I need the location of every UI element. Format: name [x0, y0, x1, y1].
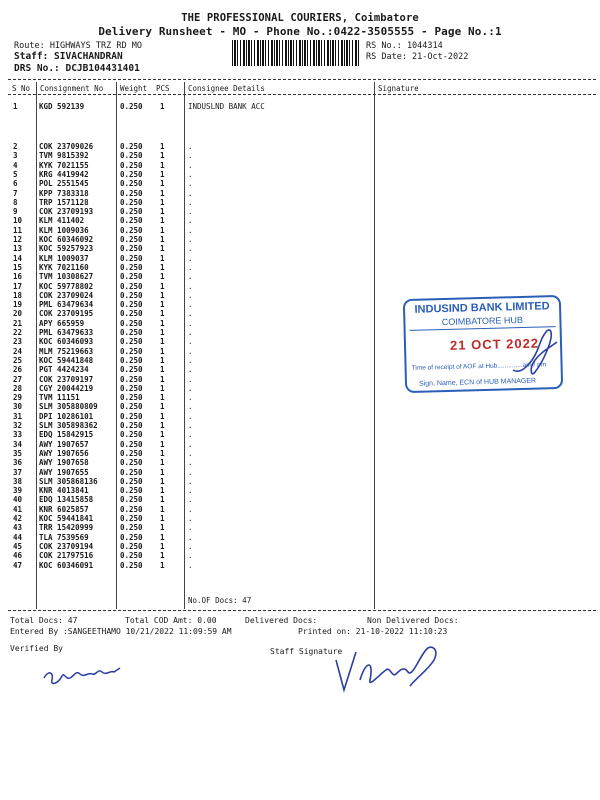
row-pcs: 1	[160, 486, 165, 496]
row-consignee-details: .	[188, 374, 193, 384]
row-consignment-no: CGY 20044219	[39, 383, 94, 393]
row-weight: 0.250	[120, 253, 143, 263]
col-header-consignment: Consignment No	[40, 84, 104, 93]
row-pcs: 1	[160, 244, 165, 254]
row-sno: 44	[13, 532, 23, 542]
row-consignment-no: KLM 411402	[39, 216, 85, 226]
row-weight: 0.250	[120, 346, 143, 356]
row-consignment-no: KGD 592139	[39, 102, 85, 111]
row-weight: 0.250	[120, 235, 143, 244]
row-sno: 4	[13, 160, 18, 170]
row-consignee-details: .	[188, 337, 193, 347]
table-header-rule	[8, 94, 596, 95]
row-weight: 0.250	[120, 448, 143, 458]
row-weight: 0.250	[120, 102, 143, 111]
stamp-date: 21 OCT 2022	[449, 335, 540, 353]
row-consignee-details: .	[188, 402, 193, 412]
rs-number: RS No.: 1044314	[366, 41, 443, 51]
row-pcs: 1	[160, 225, 165, 235]
row-pcs: 1	[160, 532, 165, 542]
row-weight: 0.250	[120, 393, 143, 403]
row-consignee-details: .	[188, 448, 193, 458]
row-consignment-no: APY 665959	[39, 318, 85, 328]
row-weight: 0.250	[120, 151, 143, 161]
row-weight: 0.250	[120, 495, 143, 505]
row-consignment-no: COK 23709194	[39, 541, 94, 551]
row-consignee-details: .	[188, 393, 193, 403]
row-weight: 0.250	[120, 458, 143, 468]
row-pcs: 1	[160, 383, 165, 393]
row-pcs: 1	[160, 151, 165, 161]
row-consignment-no: MLM 75219663	[39, 346, 94, 356]
row-consignment-no: EDQ 15842915	[39, 430, 94, 440]
row-consignment-no: KOC 59257923	[39, 244, 94, 254]
row-consignee-details: .	[188, 309, 193, 319]
row-consignee-details: .	[188, 486, 193, 496]
row-pcs: 1	[160, 439, 165, 449]
row-sno: 40	[13, 495, 23, 505]
delivered-docs: Delivered Docs:	[245, 616, 318, 625]
row-sno: 37	[13, 467, 23, 477]
row-consignment-no: COK 23709193	[39, 207, 94, 217]
row-pcs: 1	[160, 411, 165, 421]
barcode	[232, 40, 360, 66]
row-sno: 21	[13, 318, 23, 328]
row-sno: 45	[13, 541, 23, 551]
row-consignee-details: .	[188, 169, 193, 179]
row-consignee-details: .	[188, 244, 193, 254]
row-weight: 0.250	[120, 523, 143, 533]
row-consignee-details: .	[188, 421, 193, 430]
row-sno: 41	[13, 504, 23, 514]
row-consignment-no: EDQ 13415858	[39, 495, 94, 505]
row-consignee-details: .	[188, 262, 193, 272]
row-pcs: 1	[160, 421, 165, 430]
entered-by: Entered By :SANGEETHAMO 10/21/2022 11:09:59 AM	[10, 627, 232, 636]
row-weight: 0.250	[120, 486, 143, 496]
row-weight: 0.250	[120, 476, 143, 486]
row-sno: 25	[13, 355, 23, 365]
row-weight: 0.250	[120, 504, 143, 514]
row-weight: 0.250	[120, 244, 143, 254]
row-sno: 5	[13, 169, 18, 179]
row-sno: 27	[13, 374, 23, 384]
row-consignment-no: TVM 11151	[39, 393, 80, 403]
row-consignee-details: .	[188, 439, 193, 449]
row-consignee-details: .	[188, 281, 193, 291]
row-consignee-details: INDUSLND BANK ACC	[188, 102, 265, 111]
row-pcs: 1	[160, 262, 165, 272]
row-consignee-details: .	[188, 458, 193, 468]
verified-by-label: Verified By	[10, 644, 63, 653]
row-consignment-no: KOC 60346091	[39, 560, 94, 570]
drs-number: DRS No.: DCJB104431401	[14, 63, 140, 74]
row-pcs: 1	[160, 281, 165, 291]
row-sno: 39	[13, 486, 23, 496]
row-consignment-no: AWY 1907655	[39, 467, 89, 477]
row-pcs: 1	[160, 142, 165, 151]
row-sno: 3	[13, 151, 18, 161]
total-cod: Total COD Amt: 0.00	[125, 616, 217, 625]
staff-signature-label: Staff Signature	[270, 647, 343, 656]
col-header-details: Consignee Details	[188, 84, 265, 93]
row-sno: 32	[13, 421, 23, 430]
row-weight: 0.250	[120, 411, 143, 421]
row-consignment-no: KYK 7021160	[39, 262, 89, 272]
row-sno: 36	[13, 458, 23, 468]
col-header-signature: Signature	[378, 84, 419, 93]
row-consignee-details: .	[188, 532, 193, 542]
row-sno: 10	[13, 216, 23, 226]
row-pcs: 1	[160, 309, 165, 319]
row-pcs: 1	[160, 374, 165, 384]
row-pcs: 1	[160, 476, 165, 486]
staff-label: Staff: SIVACHANDRAN	[14, 51, 123, 62]
col-header-sno: S No	[12, 84, 31, 93]
row-weight: 0.250	[120, 300, 143, 310]
row-pcs: 1	[160, 216, 165, 226]
row-consignee-details: .	[188, 216, 193, 226]
row-weight: 0.250	[120, 207, 143, 217]
row-sno: 46	[13, 551, 23, 561]
row-consignment-no: COK 23709195	[39, 309, 94, 319]
row-pcs: 1	[160, 235, 165, 244]
row-consignment-no: AWY 1907657	[39, 439, 89, 449]
stamp-receipt-time: Time of receipt of AOF at Hub..............am / pm	[411, 361, 547, 372]
row-consignment-no: KOC 60346093	[39, 337, 94, 347]
row-consignee-details: .	[188, 188, 193, 198]
total-docs: Total Docs: 47	[10, 616, 78, 625]
row-sno: 7	[13, 188, 18, 198]
row-consignee-details: .	[188, 225, 193, 235]
row-pcs: 1	[160, 504, 165, 514]
row-consignment-no: KNR 6025857	[39, 504, 89, 514]
row-consignment-no: COK 23709024	[39, 290, 94, 300]
row-consignment-no: KOC 59441841	[39, 514, 94, 523]
row-sno: 8	[13, 197, 18, 207]
row-consignee-details: .	[188, 235, 193, 244]
row-consignee-details: .	[188, 300, 193, 310]
row-consignee-details: .	[188, 467, 193, 477]
row-weight: 0.250	[120, 383, 143, 393]
row-sno: 9	[13, 207, 18, 217]
row-pcs: 1	[160, 467, 165, 477]
row-weight: 0.250	[120, 560, 143, 570]
stamp-sign-line: Sign, Name, ECN of HUB MANAGER	[418, 377, 537, 388]
row-sno: 29	[13, 393, 23, 403]
company-title: THE PROFESSIONAL COURIERS, Coimbatore	[181, 12, 419, 24]
row-sno: 15	[13, 262, 23, 272]
row-weight: 0.250	[120, 188, 143, 198]
verifier-signature	[40, 650, 140, 690]
row-sno: 22	[13, 328, 23, 337]
row-consignee-details: .	[188, 142, 193, 151]
row-consignee-details: .	[188, 151, 193, 161]
row-consignee-details: .	[188, 272, 193, 282]
col-header-weight: Weight	[120, 84, 148, 93]
row-consignment-no: SLM 305898362	[39, 421, 98, 430]
row-pcs: 1	[160, 541, 165, 551]
row-sno: 18	[13, 290, 23, 300]
row-consignment-no: KNR 4013841	[39, 486, 89, 496]
row-consignment-no: PML 63479633	[39, 328, 94, 337]
row-consignee-details: .	[188, 365, 193, 375]
row-pcs: 1	[160, 551, 165, 561]
col-header-pcs: PCS	[156, 84, 170, 93]
row-sno: 24	[13, 346, 23, 356]
row-weight: 0.250	[120, 290, 143, 300]
row-consignee-details: .	[188, 514, 193, 523]
runsheet-title: Delivery Runsheet - MO - Phone No.:0422-3505555 - Page No.:1	[98, 25, 502, 38]
row-pcs: 1	[160, 328, 165, 337]
row-sno: 30	[13, 402, 23, 412]
row-weight: 0.250	[120, 365, 143, 375]
row-pcs: 1	[160, 197, 165, 207]
row-weight: 0.250	[120, 402, 143, 412]
route-label: Route: HIGHWAYS TRZ RD MO	[14, 41, 142, 51]
table-row	[0, 561, 600, 571]
row-consignee-details: .	[188, 318, 193, 328]
row-pcs: 1	[160, 448, 165, 458]
row-pcs: 1	[160, 346, 165, 356]
row-pcs: 1	[160, 495, 165, 505]
row-weight: 0.250	[120, 421, 143, 430]
row-weight: 0.250	[120, 355, 143, 365]
row-pcs: 1	[160, 514, 165, 523]
row-sno: 17	[13, 281, 23, 291]
row-weight: 0.250	[120, 179, 143, 189]
row-pcs: 1	[160, 102, 165, 111]
row-sno: 13	[13, 244, 23, 254]
stamp-bank-name: INDUSIND BANK LIMITED	[414, 300, 550, 316]
row-weight: 0.250	[120, 142, 143, 151]
row-weight: 0.250	[120, 309, 143, 319]
row-consignment-no: PGT 4424234	[39, 365, 89, 375]
stamp-signature	[505, 318, 565, 388]
row-consignment-no: TRR 15420999	[39, 523, 94, 533]
row-pcs: 1	[160, 272, 165, 282]
row-consignment-no: TRP 1571128	[39, 197, 89, 207]
row-consignee-details: .	[188, 160, 193, 170]
row-pcs: 1	[160, 290, 165, 300]
row-sno: 14	[13, 253, 23, 263]
rs-date: RS Date: 21-Oct-2022	[366, 52, 469, 62]
row-pcs: 1	[160, 355, 165, 365]
row-weight: 0.250	[120, 374, 143, 384]
row-weight: 0.250	[120, 197, 143, 207]
row-sno: 11	[13, 225, 23, 235]
row-pcs: 1	[160, 560, 165, 570]
row-consignee-details: .	[188, 197, 193, 207]
row-consignment-no: TLA 7539569	[39, 532, 89, 542]
row-sno: 2	[13, 142, 18, 151]
row-pcs: 1	[160, 402, 165, 412]
row-consignment-no: SLM 305880809	[39, 402, 98, 412]
non-delivered-docs: Non Delivered Docs:	[367, 616, 459, 625]
table-top-rule	[8, 79, 596, 80]
row-consignment-no: KRG 4419942	[39, 169, 89, 179]
row-pcs: 1	[160, 207, 165, 217]
row-consignment-no: KLM 1009037	[39, 253, 89, 263]
row-consignment-no: KOC 59441848	[39, 355, 94, 365]
row-pcs: 1	[160, 179, 165, 189]
row-consignee-details: .	[188, 328, 193, 337]
row-sno: 6	[13, 179, 18, 189]
stamp-hub: COIMBATORE HUB	[441, 314, 524, 328]
row-consignment-no: KYK 7021155	[39, 160, 89, 170]
printed-on: Printed on: 21-10-2022 11:10:23	[298, 627, 448, 636]
row-sno: 23	[13, 337, 23, 347]
row-sno: 26	[13, 365, 23, 375]
row-weight: 0.250	[120, 467, 143, 477]
row-consignee-details: .	[188, 560, 193, 570]
row-pcs: 1	[160, 188, 165, 198]
row-sno: 47	[13, 560, 23, 570]
row-consignee-details: .	[188, 495, 193, 505]
row-pcs: 1	[160, 430, 165, 440]
row-weight: 0.250	[120, 281, 143, 291]
row-consignee-details: .	[188, 253, 193, 263]
row-pcs: 1	[160, 253, 165, 263]
row-pcs: 1	[160, 160, 165, 170]
row-sno: 43	[13, 523, 23, 533]
row-consignment-no: COK 23709026	[39, 142, 94, 151]
row-sno: 19	[13, 300, 23, 310]
row-consignment-no: KOC 60346092	[39, 235, 94, 244]
row-weight: 0.250	[120, 514, 143, 523]
row-consignment-no: KPP 7383318	[39, 188, 89, 198]
row-pcs: 1	[160, 337, 165, 347]
no-of-docs: No.OF Docs: 47	[188, 596, 252, 605]
row-consignment-no: PML 63479634	[39, 300, 94, 310]
row-pcs: 1	[160, 458, 165, 468]
table-bottom-rule	[8, 610, 596, 611]
row-consignee-details: .	[188, 383, 193, 393]
row-weight: 0.250	[120, 541, 143, 551]
row-consignment-no: TVM 10308627	[39, 272, 94, 282]
row-pcs: 1	[160, 523, 165, 533]
staff-signature	[330, 630, 450, 700]
row-weight: 0.250	[120, 337, 143, 347]
row-consignment-no: COK 21797516	[39, 551, 94, 561]
row-consignment-no: POL 2551545	[39, 179, 89, 189]
row-consignment-no: AWY 1907658	[39, 458, 89, 468]
row-weight: 0.250	[120, 551, 143, 561]
row-consignee-details: .	[188, 523, 193, 533]
row-pcs: 1	[160, 365, 165, 375]
row-consignment-no: DPI 10286101	[39, 411, 94, 421]
row-consignee-details: .	[188, 179, 193, 189]
row-sno: 1	[13, 102, 18, 111]
row-weight: 0.250	[120, 430, 143, 440]
row-consignee-details: .	[188, 504, 193, 514]
row-sno: 34	[13, 439, 23, 449]
row-sno: 16	[13, 272, 23, 282]
row-consignee-details: .	[188, 290, 193, 300]
row-weight: 0.250	[120, 225, 143, 235]
row-consignee-details: .	[188, 541, 193, 551]
row-consignee-details: .	[188, 551, 193, 561]
row-pcs: 1	[160, 318, 165, 328]
row-sno: 42	[13, 514, 23, 523]
row-consignment-no: TVM 9815392	[39, 151, 89, 161]
table-row	[0, 102, 600, 112]
row-weight: 0.250	[120, 532, 143, 542]
row-weight: 0.250	[120, 318, 143, 328]
row-weight: 0.250	[120, 169, 143, 179]
row-consignment-no: AWY 1907656	[39, 448, 89, 458]
row-consignee-details: .	[188, 355, 193, 365]
row-consignee-details: .	[188, 207, 193, 217]
row-weight: 0.250	[120, 262, 143, 272]
row-consignee-details: .	[188, 411, 193, 421]
row-consignment-no: KLM 1009036	[39, 225, 89, 235]
row-weight: 0.250	[120, 216, 143, 226]
row-sno: 31	[13, 411, 23, 421]
row-consignee-details: .	[188, 476, 193, 486]
row-weight: 0.250	[120, 439, 143, 449]
row-consignee-details: .	[188, 430, 193, 440]
row-pcs: 1	[160, 393, 165, 403]
row-weight: 0.250	[120, 272, 143, 282]
row-sno: 35	[13, 448, 23, 458]
row-pcs: 1	[160, 300, 165, 310]
row-consignee-details: .	[188, 346, 193, 356]
row-consignment-no: COK 23709197	[39, 374, 94, 384]
row-pcs: 1	[160, 169, 165, 179]
row-weight: 0.250	[120, 328, 143, 337]
row-sno: 20	[13, 309, 23, 319]
row-weight: 0.250	[120, 160, 143, 170]
row-sno: 12	[13, 235, 23, 244]
row-sno: 28	[13, 383, 23, 393]
row-consignment-no: KOC 59778802	[39, 281, 94, 291]
row-sno: 33	[13, 430, 23, 440]
row-consignment-no: SLM 305868136	[39, 476, 98, 486]
row-sno: 38	[13, 476, 23, 486]
